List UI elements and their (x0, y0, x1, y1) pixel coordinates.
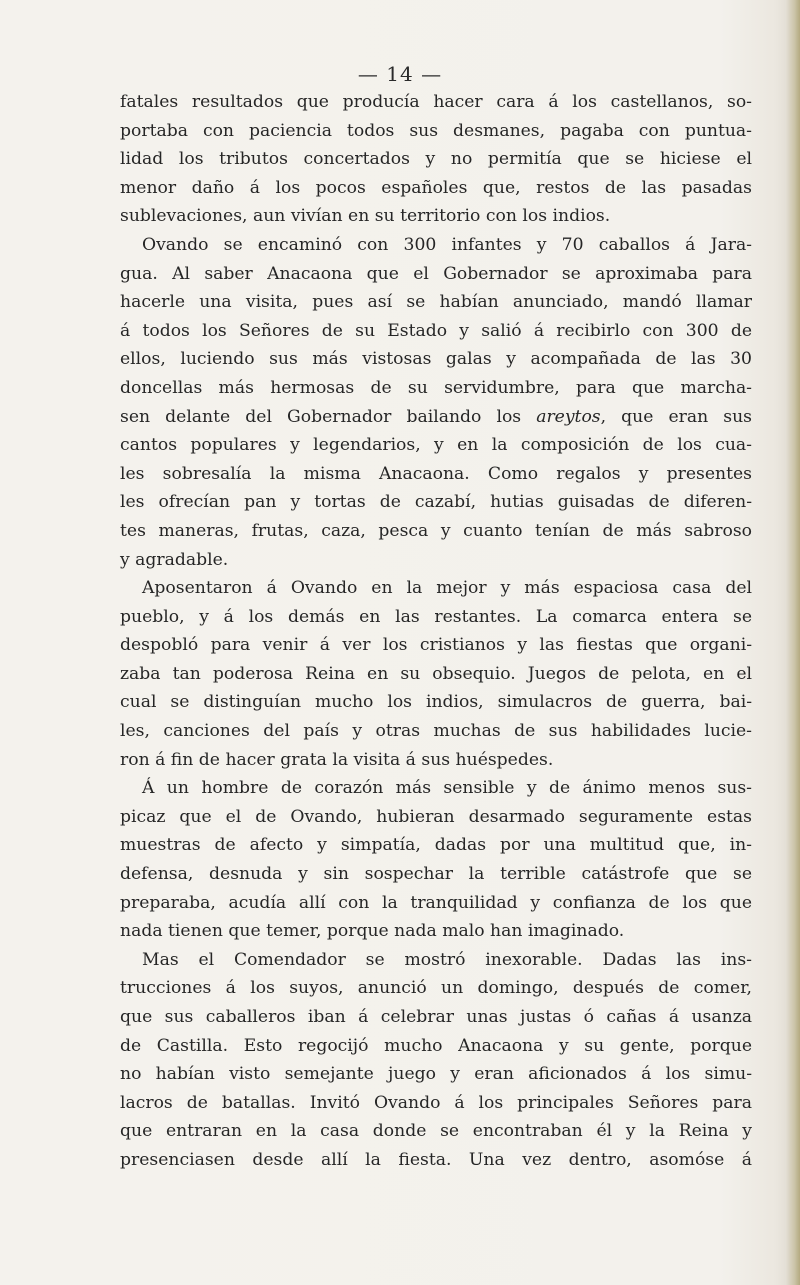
text-line: lacros de batallas. Invitó Ovando á los principales Señores para (120, 1092, 752, 1113)
text-segment: , que eran sus (600, 406, 752, 427)
text-line: cual se distinguían mucho los indios, simulacros de guerra, bai- (120, 692, 752, 713)
text-line: de Castilla. Esto regocijó mucho Anacaona y su gente, porque (120, 1035, 752, 1056)
text-line: que sus caballeros iban á celebrar unas justas ó cañas á usanza (120, 1007, 752, 1027)
italic-term: areytos (536, 406, 601, 427)
text-line: Ovando se encaminó con 300 infantes y 70 caballos á Jara- (142, 234, 752, 255)
text-line: lidad los tributos concertados y no permitía que se hiciese el (120, 149, 752, 170)
text-line: trucciones á los suyos, anunció un domingo, después de comer, (120, 978, 752, 999)
text-line: hacerle una visita, pues así se habían anunciado, mandó llamar (120, 292, 752, 313)
text-line: muestras de afecto y simpatía, dadas por una multitud que, in- (120, 835, 752, 856)
text-line: tes maneras, frutas, caza, pesca y cuanto tenían de más sabroso (120, 520, 752, 541)
text-line: sublevaciones, aun vivían en su territorio con los indios. (120, 206, 611, 227)
text-line: les, canciones del país y otras muchas de sus habilidades lucie- (120, 721, 752, 742)
text-line: defensa, desnuda y sin sospechar la terrible catástrofe que se (120, 864, 752, 885)
text-segment: sen delante del Gobernador bailando los (120, 406, 537, 427)
text-line: ron á fin de hacer grata la visita á sus huéspedes. (120, 749, 554, 770)
text-line: Aposentaron á Ovando en la mejor y más espaciosa casa del (142, 578, 752, 599)
text-line: zaba tan poderosa Reina en su obsequio. Juegos de pelota, en el (120, 663, 752, 684)
text-line: despobló para venir á ver los cristianos y las fiestas que organi- (120, 635, 752, 656)
text-line: picaz que el de Ovando, hubieran desarmado seguramente estas (120, 806, 752, 827)
body-text (120, 88, 752, 1175)
text-line: doncellas más hermosas de su servidumbre, para que marcha- (120, 377, 752, 398)
text-line: les ofrecían pan y tortas de cazabí, hutias guisadas de diferen- (120, 492, 752, 513)
text-line: les sobresalía la misma Anacaona. Como regalos y presentes (120, 463, 752, 484)
text-line (120, 403, 752, 432)
text-line: pueblo, y á los demás en las restantes. La comarca entera se (120, 606, 752, 627)
text-line: cantos populares y legendarios, y en la composición de los cua- (120, 435, 752, 456)
text-line: no habían visto semejante juego y eran aficionados á los simu- (120, 1064, 752, 1085)
text-line: presenciasen desde allí la fiesta. Una vez dentro, asomóse á (120, 1149, 752, 1170)
text-line: fatales resultados que producía hacer cara á los castellanos, so- (120, 92, 752, 112)
text-line: y agradable. (120, 549, 229, 570)
text-line: preparaba, acudía allí con la tranquilidad y confianza de los que (120, 892, 752, 913)
page-edge-shadow (786, 0, 800, 1285)
text-line: portaba con paciencia todos sus desmanes, pagaba con puntua- (120, 120, 752, 141)
text-line: gua. Al saber Anacaona que el Gobernador se aproximaba para (120, 263, 752, 284)
text-line: Á un hombre de corazón más sensible y de ánimo menos sus- (142, 778, 752, 799)
text-line: que entraran en la casa donde se encontraban él y la Reina y (120, 1121, 752, 1142)
page-number: — 14 — (357, 62, 443, 86)
text-line: ellos, luciendo sus más vistosas galas y acompañada de las 30 (120, 349, 752, 370)
text-line: á todos los Señores de su Estado y salió á recibirlo con 300 de (120, 320, 752, 341)
text-line: nada tienen que temer, porque nada malo han imaginado. (120, 921, 625, 942)
text-line: Mas el Comendador se mostró inexorable. Dadas las ins- (142, 949, 752, 970)
text-line: menor daño á los pocos españoles que, restos de las pasadas (120, 177, 752, 198)
